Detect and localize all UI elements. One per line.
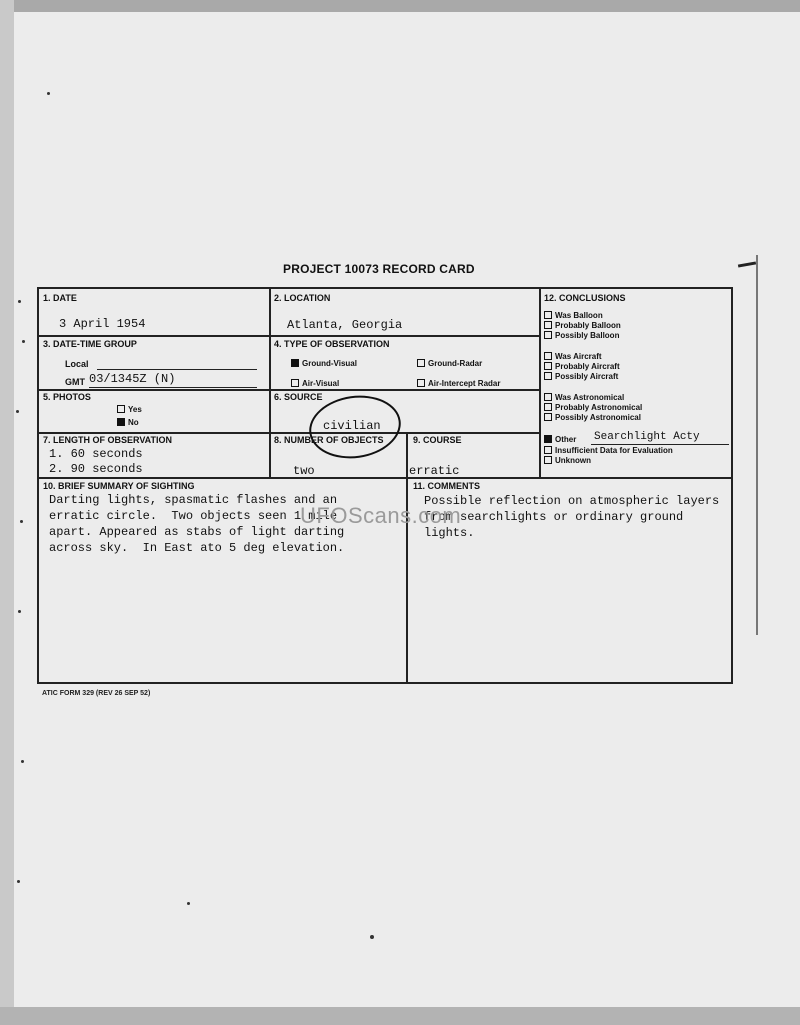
length-label: 7. LENGTH OF OBSERVATION [43, 435, 173, 445]
source-label: 6. SOURCE [274, 392, 323, 402]
checkbox-icon [417, 379, 425, 387]
checkbox-icon [291, 379, 299, 387]
comments-line-2: from searchlights or ordinary ground [424, 510, 684, 524]
checkbox-icon [544, 446, 552, 454]
option-ground-radar: Ground-Radar [417, 359, 482, 368]
option-air-visual: Air-Visual [291, 379, 339, 388]
record-card [37, 287, 733, 684]
scan-speck [22, 340, 25, 343]
conclusion-was-balloon: Was Balloon [544, 311, 603, 320]
hline-3 [39, 432, 539, 434]
checkbox-icon [544, 352, 552, 360]
checkbox-icon [544, 372, 552, 380]
conclusion-probably-aircraft: Probably Aircraft [544, 362, 620, 371]
checkbox-icon [544, 331, 552, 339]
num-objects-value: two [293, 464, 315, 478]
location-value: Atlanta, Georgia [287, 318, 403, 332]
dtg-gmt-line [89, 387, 257, 388]
vline-right [539, 289, 541, 477]
conclusion-other-value: Searchlight Acty [594, 431, 700, 443]
conclusion-possibly-aircraft: Possibly Aircraft [544, 372, 618, 381]
conclusion-probably-astronomical: Probably Astronomical [544, 403, 642, 412]
scan-speck [18, 300, 21, 303]
conclusion-insufficient-data: Insufficient Data for Evaluation [544, 446, 673, 455]
date-label: 1. DATE [43, 293, 77, 303]
conclusion-other: Other [544, 435, 576, 444]
scan-speck [18, 610, 21, 613]
summary-label: 10. BRIEF SUMMARY OF SIGHTING [43, 481, 195, 491]
checkbox-icon [117, 418, 125, 426]
dtg-gmt-label: GMT [65, 377, 85, 387]
card-title: PROJECT 10073 RECORD CARD [283, 262, 475, 276]
checkbox-icon [291, 359, 299, 367]
form-identifier: ATIC FORM 329 (REV 26 SEP 52) [42, 690, 151, 697]
conclusion-other-line [591, 444, 729, 445]
length-line-2: 2. 90 seconds [49, 462, 143, 476]
comments-line-1: Possible reflection on atmospheric layers [424, 494, 720, 508]
option-ground-visual: Ground-Visual [291, 359, 357, 368]
course-value: erratic [409, 464, 460, 478]
dtg-gmt-value: 03/1345Z (N) [89, 372, 176, 386]
checkbox-icon [544, 311, 552, 319]
checkbox-icon [544, 393, 552, 401]
location-label: 2. LOCATION [274, 293, 331, 303]
vline-middle [406, 433, 408, 684]
summary-line-1: Darting lights, spasmatic flashes and an [49, 493, 338, 507]
checkbox-icon [544, 362, 552, 370]
summary-line-3: apart. Appeared as stabs of light darting [49, 525, 345, 539]
checkbox-icon [117, 405, 125, 413]
conclusion-possibly-balloon: Possibly Balloon [544, 331, 619, 340]
conclusion-unknown: Unknown [544, 456, 591, 465]
scan-speck [17, 880, 20, 883]
checkbox-icon [544, 321, 552, 329]
scan-left-border [0, 0, 14, 1025]
scan-speck [47, 92, 50, 95]
vline-left [269, 289, 271, 479]
photos-label: 5. PHOTOS [43, 392, 91, 402]
length-line-1: 1. 60 seconds [49, 447, 143, 461]
conclusion-was-astronomical: Was Astronomical [544, 393, 624, 402]
conclusions-label: 12. CONCLUSIONS [544, 293, 626, 303]
dtg-local-line [97, 369, 257, 370]
type-label: 4. TYPE OF OBSERVATION [274, 339, 390, 349]
scan-speck [187, 902, 190, 905]
comments-line-3: lights. [424, 526, 475, 540]
photos-no: No [117, 418, 139, 427]
scan-speck [16, 410, 19, 413]
photos-yes: Yes [117, 405, 142, 414]
source-value: civilian [323, 419, 381, 433]
watermark-text: UFOScans.com [300, 503, 462, 528]
scan-bottom-border [0, 1007, 800, 1025]
conclusion-possibly-astronomical: Possibly Astronomical [544, 413, 641, 422]
hline-4 [39, 477, 733, 479]
checkbox-icon [544, 413, 552, 421]
date-value: 3 April 1954 [59, 317, 146, 331]
margin-line [756, 255, 758, 635]
course-label: 9. COURSE [413, 435, 462, 445]
hline-2 [39, 389, 539, 391]
summary-line-4: across sky. In East ato 5 deg elevation. [49, 541, 345, 555]
comments-label: 11. COMMENTS [413, 481, 481, 491]
hline-1 [39, 335, 539, 337]
scan-speck [20, 520, 23, 523]
scan-speck [370, 935, 374, 939]
pen-mark [738, 261, 756, 267]
checkbox-icon [544, 403, 552, 411]
checkbox-icon [544, 456, 552, 464]
option-air-intercept-radar: Air-Intercept Radar [417, 379, 500, 388]
checkbox-icon [544, 435, 552, 443]
summary-line-2: erratic circle. Two objects seen 1 mile [49, 509, 338, 523]
conclusion-was-aircraft: Was Aircraft [544, 352, 602, 361]
scan-speck [21, 760, 24, 763]
scan-top-border [0, 0, 800, 12]
num-objects-label: 8. NUMBER OF OBJECTS [274, 435, 384, 445]
dtg-local-label: Local [65, 359, 89, 369]
conclusion-probably-balloon: Probably Balloon [544, 321, 621, 330]
checkbox-icon [417, 359, 425, 367]
dtg-label: 3. DATE-TIME GROUP [43, 339, 137, 349]
